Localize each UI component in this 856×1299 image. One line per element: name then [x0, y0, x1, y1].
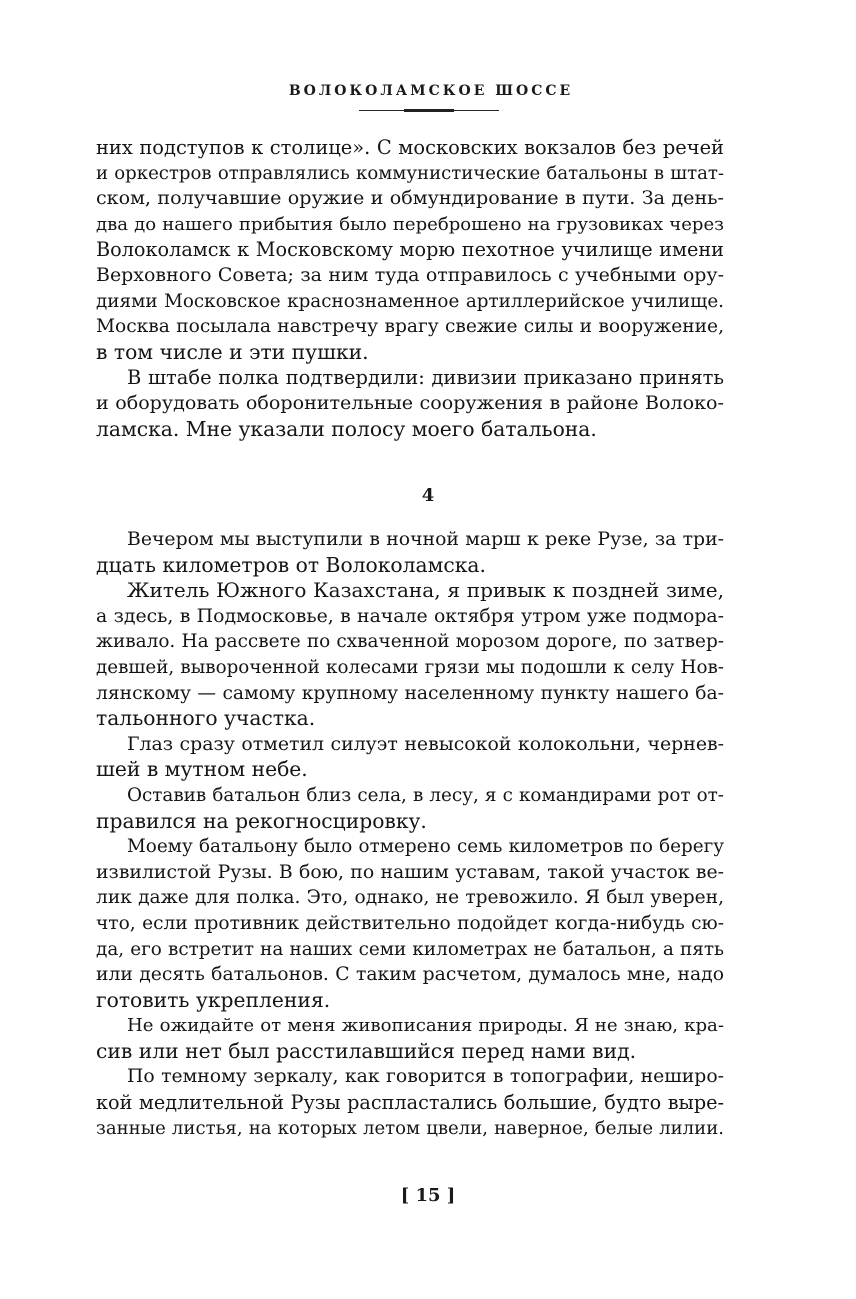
section-number: 4: [421, 485, 435, 506]
text-line: сив или нет был расстилавшийся перед нами вид.: [96, 1038, 637, 1063]
text-line: кой медлительной Рузы распластались большие, будто выре-: [96, 1091, 724, 1115]
text-line: В штабе полка подтвердили: дивизии приказано принять: [127, 366, 724, 390]
text-line: что, если противник действительно подойдет когда-нибудь сю-: [96, 912, 724, 934]
text-line: них подступов к столице». С московских вокзалов без речей: [96, 136, 724, 159]
text-line: Вечером мы выступили в ночной марш к реке Рузе, за три-: [127, 529, 724, 550]
text-line: шей в мутном небе.: [96, 757, 308, 782]
text-line: готовить укрепления.: [96, 987, 331, 1012]
text-line: в том числе и эти пушки.: [96, 339, 369, 364]
text-line: ском, получавшие оружие и обмундирование в пути. За день-: [96, 187, 724, 210]
text-line: ламска. Мне указали полосу моего батальона.: [96, 416, 597, 441]
text-line: Моему батальону было отмерено семь километров по берегу: [127, 836, 724, 858]
text-line: Волоколамск к Московскому морю пехотное училище имени: [96, 238, 724, 262]
text-line: два до нашего прибытия было переброшено на грузовиках через: [96, 213, 724, 235]
text-line: а здесь, в Подмосковье, в начале октября утром уже подмора-: [96, 605, 724, 627]
page-number: [ 15 ]: [400, 1185, 456, 1206]
text-line: лянскому — самому крупному населенному пункту нашего ба-: [96, 682, 724, 704]
text-line: Верховного Совета; за ним туда отправилось с учебными ору-: [96, 263, 724, 286]
text-line: извилистой Рузы. В бою, по нашим уставам, такой участок ве-: [96, 861, 724, 883]
text-line: девшей, вывороченной колесами грязи мы подошли к селу Нов-: [96, 656, 724, 678]
text-line: диями Московское краснознаменное артиллерийское училище.: [96, 290, 724, 312]
text-line: или десять батальонов. С таким расчетом, думалось мне, надо: [96, 964, 724, 986]
text-line: живало. На рассвете по схваченной морозом дороге, по затвер-: [96, 631, 724, 653]
text-block-before-section: [96, 135, 724, 442]
text-line: тальонного участка.: [96, 706, 316, 731]
text-line: дцать километров от Волоколамска.: [96, 552, 486, 577]
text-line: да, его встретит на наших семи километрах не батальон, а пять: [96, 938, 724, 960]
text-line: По темному зеркалу, как говорится в топографии, неширо-: [127, 1066, 724, 1088]
text-line: Москва посылала навстречу врагу свежие силы и вооружение,: [96, 316, 724, 338]
running-title: ВОЛОКОЛАМСКОЕ ШОССЕ: [288, 83, 574, 99]
text-block-after-section: [96, 527, 724, 1141]
text-line: Житель Южного Казахстана, я привык к поздней зиме,: [127, 578, 724, 603]
text-line: правился на рекогносцировку.: [96, 808, 427, 833]
text-line: Глаз сразу отметил силуэт невысокой колокольни, чернев-: [127, 732, 724, 755]
text-line: Не ожидайте от меня живописания природы. Я не знаю, кра-: [127, 1015, 724, 1037]
text-line: лик даже для полка. Это, однако, не тревожило. Я был уверен,: [96, 887, 724, 909]
text-line: Оставив батальон близ села, в лесу, я с командирами рот от-: [127, 784, 724, 806]
page-header: [0, 82, 856, 100]
text-line: и оркестров отправлялись коммунистические батальоны в штат-: [96, 162, 724, 184]
text-line: и оборудовать оборонительные сооружения в районе Волоко-: [96, 391, 724, 414]
text-line: занные листья, на которых летом цвели, наверное, белые лилии.: [96, 1117, 724, 1139]
header-rule-accent: [404, 109, 454, 112]
